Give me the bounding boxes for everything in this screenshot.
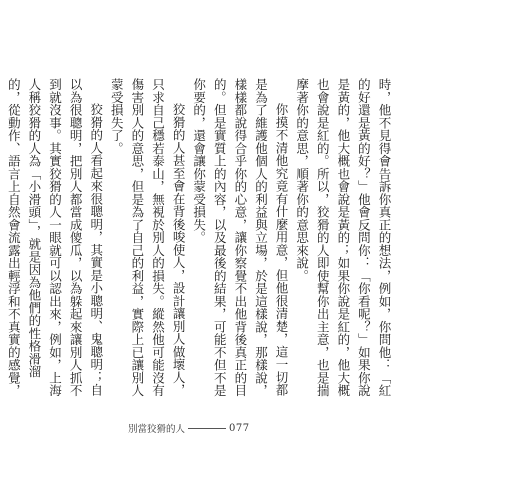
- running-title: 別當狡猾的人: [128, 424, 186, 435]
- body-text: [6, 78, 394, 400]
- paragraph: 你摸不清他究竟有什麼用意，但他很清楚，這一切都是為了維護他個人的利益與立場，於是這樣說，那樣說，樣樣都說得合乎你的心意，讓你察覺不出他背後真正的目的。但是實質上的內容，以及最後的結果，可能不但不是你要的，還會讓你蒙受損失。: [191, 78, 290, 397]
- paragraph: 狡猾的人甚至會在背後唆使人，設計讓別人做壞人，只求自己穩若泰山，無視於別人的損失。縱然他可能沒有傷害別人的意思，但是為了自己的利益，實際上已讓別人蒙受損失了。: [109, 78, 187, 397]
- paragraph: 狡猾的人看起來很聰明，其實是小聰明、鬼聰明；自以為很聰明，把別人都當成傻瓜，以為躲起來讓別人抓不到就沒事。其實狡猾的人一眼就可以認出來，例如，上海人稱狡猾的人為「小滑頭」，就是因為他們的性格滑溜的，從動作、語言上自然會流露出輕浮和不真實的感覺，: [6, 78, 104, 397]
- page-number: 077: [229, 422, 250, 434]
- paragraph: 時，他不見得會告訴你真正的想法，例如，你問他：「紅的好還是黃的好？」他會反問你：「你看呢？」如果你說是黃的，他大概也會說是黃的；如果你說是紅的，他大概也會說是紅的。所以，狡猾的人即使幫你出主意，也是揣摩著你的意思，順著你的意思來說。: [294, 78, 392, 397]
- footer-rule: [188, 428, 226, 429]
- page-footer: [128, 421, 250, 435]
